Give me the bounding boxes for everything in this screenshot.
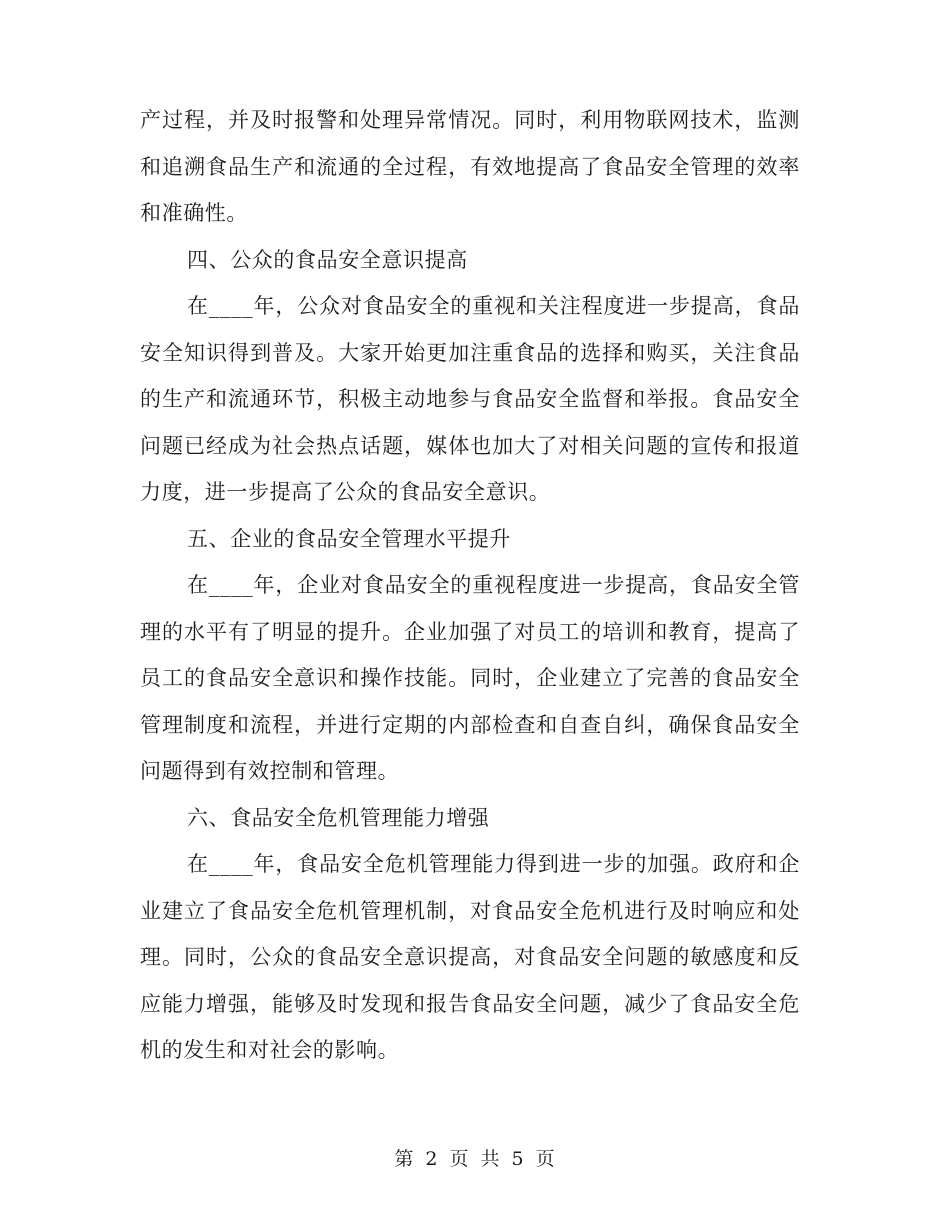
section-heading-public-awareness: 四、公众的食品安全意识提高: [187, 247, 468, 272]
paragraph-crisis-management: 在____年，食品安全危机管理能力得到进一步的加强。政府和企业建立了食品安全危机管理机制，对食品安全危机进行及时响应和处理。同时，公众的食品安全意识提高，对食品安全问题的敏感度和反应能力增强，能够及时发现和报告食品安全问题，减少了食品安全危机的发生和对社会的影响。: [140, 852, 800, 1062]
section-heading-enterprise-management: 五、企业的食品安全管理水平提升: [187, 526, 511, 551]
paragraph-enterprise-management: 在____年，企业对食品安全的重视程度进一步提高，食品安全管理的水平有了明显的提升。企业加强了对员工的培训和教育，提高了员工的食品安全意识和操作技能。同时，企业建立了完善的食品安全管理制度和流程，并进行定期的内部检查和自查自纠，确保食品安全问题得到有效控制和管理。: [140, 573, 800, 783]
section-heading-crisis-management: 六、食品安全危机管理能力增强: [187, 805, 490, 830]
document-body: [140, 97, 800, 1074]
paragraph-public-awareness: 在____年，公众对食品安全的重视和关注程度进一步提高，食品安全知识得到普及。大家开始更加注重食品的选择和购买，关注食品的生产和流通环节，积极主动地参与食品安全监督和举报。食品安全问题已经成为社会热点话题，媒体也加大了对相关问题的宣传和报道力度，进一步提高了公众的食品安全意识。: [140, 294, 800, 504]
page-number-footer: 第 2 页 共 5 页: [394, 1148, 556, 1170]
paragraph-continuation: 产过程，并及时报警和处理异常情况。同时，利用物联网技术，监测和追溯食品生产和流通的全过程，有效地提高了食品安全管理的效率和准确性。: [140, 108, 800, 225]
